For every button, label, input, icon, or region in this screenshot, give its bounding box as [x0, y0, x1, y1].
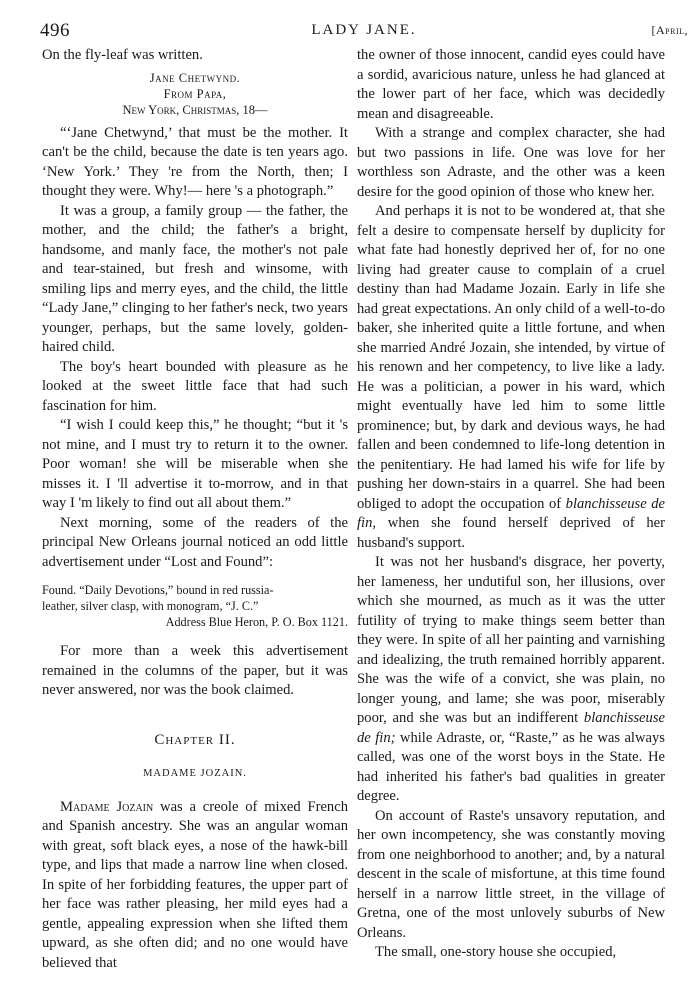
left-column [42, 46, 348, 973]
paragraph: It was not her husband's disgrace, her poverty, her lameness, her undutiful son, her illusions, over which she mourned, as much as it was the utter futility of trying to make things seem better than they were. In spite of all her painting and varnishing and idealizing, the truth remained horribly apparent. She was the wife of a convict, she was plain, no longer young, and lame; she was poor, miserably poor, and she was but an indifferent blanchisseuse de fin; while Adraste, or, “Raste,” as he was always called, was one of the worst boys in the State. He had inherited his father's bad qualities in greater degree. [357, 554, 665, 804]
italic-phrase: blanchisseuse de fin; [357, 710, 665, 746]
chapter-heading: Chapter II. [154, 731, 236, 748]
paragraph: And perhaps it is not to be wondered at, that she felt a desire to compensate herself by duplicity for what fate had honestly deprived her of, for no one living had greater cause to complain of a cruel destiny than had Madame Jozain. Early in life she had great expectations. An only child of a well-to-do baker, she inherited quite a little fortune, and when she married André Jozain, she intended, by virtue of his renown and her competency, to live like a lady. He was a politician, a power in his ward, which might eventually have led him to some little prominence; but, by dark and devious ways, he had fallen and been condemned to life-long detention in the penitentiary. He had lamed his wife for life by pushing her down-stairs in a quarrel. She had been obliged to adopt the occupation of blanchisseuse de fin, when she found herself deprived of her husband's support. [357, 203, 665, 551]
paragraph: Next morning, some of the readers of the principal New Orleans journal noticed an odd little advertisement under “Lost and Found”: [42, 514, 348, 570]
running-title: LADY JANE. [311, 22, 417, 38]
paragraph: On the fly-leaf was written. [42, 47, 203, 63]
ad-line: Found. “Daily Devotions,” bound in red russia- [42, 583, 274, 597]
paragraph: “I wish I could keep this,” he thought; “but it 's not mine, and I must try to return it to the owner. Poor woman! she will be miserable when she misses it. I 'll advertise it to-morrow, and in that way I 'm likely to find out all about them.” [42, 417, 348, 511]
chapter-subtitle: MADAME JOZAIN. [143, 768, 247, 779]
paragraph: The small, one-story house she occupied, [375, 944, 617, 960]
paragraph: With a strange and complex character, she had but two passions in life. One was love for her worthless son Adraste, and the other was a keen desire for the good opinion of those who knew her. [357, 125, 665, 200]
running-header [40, 20, 688, 42]
page-number: 496 [40, 20, 70, 41]
paragraph: “‘Jane Chetwynd,’ that must be the mother. It can't be the child, because the date is ten years ago. ‘New York.’ They 're from the North, then; I thought they were. Why!— here 's a photograph.” [42, 124, 348, 199]
paragraph: Madame Jozain was a creole of mixed French and Spanish ancestry. She was an angular woman with great, soft black eyes, a nose of the hawk-bill type, and lips that made a narrow line when closed. In spite of her forbidding features, the upper part of her face was rather pleasing, her mild eyes had a gentle, appealing expression when she lifted them upward, as she often did; and no one would have believed that [42, 798, 348, 971]
paragraph: The boy's heart bounded with pleasure as he looked at the sweet little face that had such fascination for him. [42, 358, 348, 414]
right-column [357, 46, 665, 963]
paragraph: the owner of those innocent, candid eyes could have a sordid, avaricious nature, unless he had glanced at the lower part of her face, which was decidedly mean and disagreeable. [357, 47, 665, 122]
flyleaf-inscription [42, 70, 348, 118]
paragraph: On account of Raste's unsavory reputation, and her own incompetency, she was constantly moving from one neighborhood to another; and, by a natural descent in the scale of misfortune, at this time found herself in a narrow little street, in the village of Gretna, one of the most unlovely suburbs of New Orleans. [357, 807, 665, 941]
lead-words: Madame Jozain [60, 798, 154, 815]
paragraph: For more than a week this advertisement remained in the columns of the paper, but it was never answered, nor was the book claimed. [42, 643, 348, 698]
inscription-name: Jane Chetwynd. [149, 70, 241, 85]
inscription-place-date: New York, Christmas, 18— [122, 102, 268, 117]
ad-address: Address Blue Heron, P. O. Box 1121. [165, 615, 348, 629]
inscription-from: From Papa, [163, 86, 227, 101]
ad-line: leather, silver clasp, with monogram, “J. C.” [42, 599, 259, 613]
lost-and-found-advertisement [42, 582, 348, 630]
issue-month: [April, [651, 23, 688, 37]
paragraph: It was a group, a family group — the father, the mother, and the child; the father's a bright, handsome, and manly face, the mother's not pale and tear-stained, but fresh and winsome, with smiling lips and merry eyes, and the child, the little “Lady Jane,” clinging to her father's neck, two years younger, perhaps, but the same lovely, golden-haired child. [42, 202, 348, 355]
italic-phrase: blanchisseuse de fin [357, 495, 665, 531]
